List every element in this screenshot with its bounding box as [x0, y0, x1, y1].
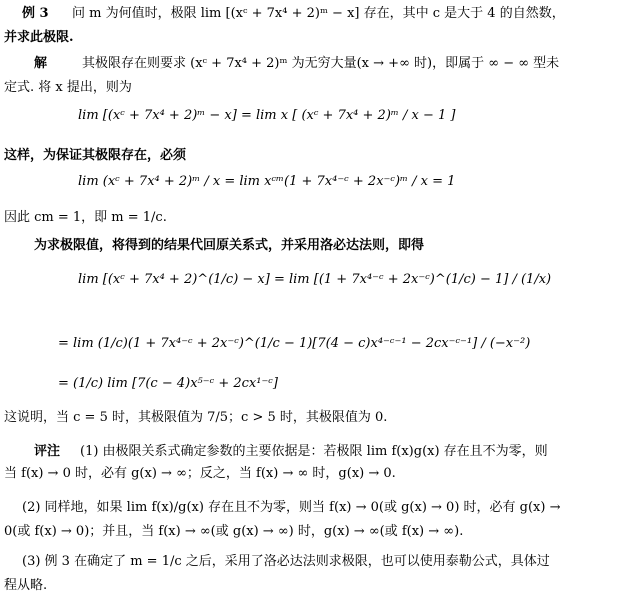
remark-p3-line2	[4, 578, 47, 594]
remark-paragraph: (3) 例 3 在确定了 m = 1/c 之后，采用了洛必达法则求极限，也可以使用泰勒公式，具体过	[22, 554, 550, 569]
solution-text-c	[4, 148, 186, 164]
equation-5	[58, 376, 278, 392]
solution-paragraph: 为求极限值，将得到的结果代回原关系式，并采用洛必达法则，即得	[34, 238, 425, 253]
example-question-line2	[4, 30, 74, 46]
remark-p2-line1	[22, 500, 561, 516]
remark-paragraph: 当 f(x) → 0 时，必有 g(x) → ∞；反之，当 f(x) → ∞ 时，g(x) → 0.	[4, 466, 396, 481]
example-question-end: 并求此极限.	[4, 30, 74, 45]
example-question-text: 问 m 为何值时，极限 lim [(xᶜ + 7x⁴ + 2)ᵐ − x] 存在，其中 c 是大于 4 的自然数，	[72, 6, 565, 21]
remark-label	[34, 444, 60, 460]
solution-paragraph: 这样，为保证其极限存在，必须	[4, 148, 187, 163]
remark-p3-line1	[22, 554, 550, 570]
remark-paragraph: 0(或 f(x) → 0)；并且，当 f(x) → ∞(或 g(x) → ∞) 时，g(x) → ∞(或 f(x) → ∞).	[4, 524, 464, 539]
equation-1-text: lim [(xᶜ + 7x⁴ + 2)ᵐ − x] = lim x [ (xᶜ + 7x⁴ + 2)ᵐ / x − 1 ]	[78, 108, 456, 123]
remark-p1-line1	[80, 444, 548, 460]
equation-4	[58, 336, 530, 352]
example-number: 例 3	[22, 6, 49, 21]
solution-conclusion: 这说明，当 c = 5 时，其极限值为 7/5；c > 5 时，其极限值为 0.	[4, 410, 388, 425]
remark-p1-line2	[4, 466, 396, 482]
solution-text-a	[82, 56, 559, 72]
remark-paragraph: 程从略.	[4, 578, 48, 593]
solution-paragraph: 因此 cm = 1，即 m = 1/c.	[4, 210, 167, 225]
equation-1	[78, 108, 455, 124]
remark-paragraph: (2) 同样地，如果 lim f(x)/g(x) 存在且不为零，则当 f(x) → 0(或 g(x) → 0) 时，必有 g(x) →	[22, 500, 561, 515]
equation-5-text: = (1/c) lim [7(c − 4)x⁵⁻ᶜ + 2cx¹⁻ᶜ]	[58, 376, 278, 391]
equation-2	[78, 174, 455, 190]
solution-text-e	[34, 238, 424, 254]
equation-3-text: lim [(xᶜ + 7x⁴ + 2)^(1/c) − x] = lim [(1 + 7x⁴⁻ᶜ + 2x⁻ᶜ)^(1/c) − 1] / (1/x)	[78, 272, 552, 287]
remark-heading: 评注	[34, 444, 61, 459]
example-label	[22, 6, 49, 22]
equation-3	[78, 272, 551, 288]
solution-paragraph: 其极限存在则要求 (xᶜ + 7x⁴ + 2)ᵐ 为无穷大量(x → +∞ 时)，即属于 ∞ − ∞ 型未	[82, 56, 560, 71]
example-question-line1	[72, 6, 565, 22]
remark-paragraph: (1) 由极限关系式确定参数的主要依据是：若极限 lim f(x)g(x) 存在且不为零，则	[80, 444, 548, 459]
solution-text-b	[4, 80, 132, 96]
solution-text-f	[4, 410, 387, 426]
equation-4-text: = lim (1/c)(1 + 7x⁴⁻ᶜ + 2x⁻ᶜ)^(1/c − 1)[7(4 − c)x⁴⁻ᶜ⁻¹ − 2cx⁻ᶜ⁻¹] / (−x⁻²)	[58, 336, 531, 351]
solution-heading: 解	[34, 56, 48, 71]
solution-paragraph: 定式. 将 x 提出，则为	[4, 80, 132, 95]
equation-2-text: lim (xᶜ + 7x⁴ + 2)ᵐ / x = lim xᶜᵐ(1 + 7x⁴⁻ᶜ + 2x⁻ᶜ)ᵐ / x = 1	[78, 174, 456, 189]
remark-p2-line2	[4, 524, 463, 540]
solution-text-d	[4, 210, 167, 226]
solution-label	[34, 56, 47, 72]
